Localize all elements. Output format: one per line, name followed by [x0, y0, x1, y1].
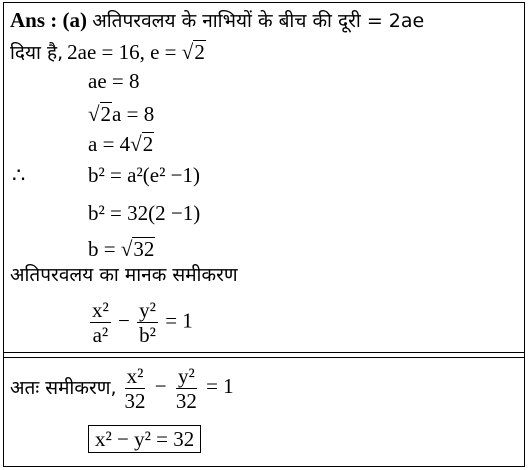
given-sqrt-radicand: 2: [194, 40, 205, 64]
fraction-y2-b2: $\frac{\text{y²}}{\text{b²}}$: [139, 298, 156, 348]
fraction-x2-a2: $\frac{\text{x²}}{\text{a²}}$: [92, 298, 109, 348]
fraction-y2-32: $\frac{\text{y²}}{32}$: [175, 364, 197, 414]
section-divider-double: [3, 357, 525, 358]
step-b-radicand: 32: [133, 237, 155, 261]
step-sqrt2a: √2a = 8: [88, 102, 155, 126]
step-a-lhs: a = 4: [88, 132, 131, 156]
step-a-radicand: 2: [142, 132, 154, 156]
standard-equation-label: अतिपरवलय का मानक समीकरण: [10, 264, 238, 286]
step-b2-value: b² = 32(2 −1): [88, 201, 201, 225]
given-values: 2ae = 16, e =: [67, 40, 182, 64]
answer-header: [10, 10, 424, 31]
step-sqrt2a-radicand: 2: [100, 102, 112, 126]
fraction-x2-32: $\frac{\text{x²}}{32}$: [124, 364, 146, 414]
therefore-symbol: ∴: [12, 163, 26, 187]
statement-text: अतिपरवलय के नाभियों के बीच की दूरी = 2ae: [92, 10, 425, 32]
step-a: a = 4√2: [88, 132, 154, 156]
step-b-lhs: b =: [88, 237, 121, 261]
final-equals-one: = 1: [206, 374, 234, 399]
given-label: दिया है,: [10, 42, 64, 64]
step-ae: ae = 8: [88, 69, 140, 93]
step-sqrt2a-rest: a = 8: [112, 102, 155, 126]
equals-one: = 1: [165, 308, 193, 333]
final-minus-sign: −: [154, 374, 167, 399]
final-equation-line: [10, 365, 234, 412]
standard-equation: [88, 299, 193, 346]
answer-label: Ans : (a): [10, 8, 87, 32]
step-b: b = √32: [88, 237, 155, 261]
minus-sign: −: [118, 308, 130, 333]
boxed-final-answer: x² − y² = 32: [88, 425, 201, 453]
given-line: दिया है, 2ae = 16, e = √2: [10, 40, 205, 64]
section-divider: [3, 352, 525, 353]
final-label: अतः समीकरण,: [10, 377, 117, 400]
step-b2-formula: b² = a²(e² −1): [88, 163, 200, 187]
